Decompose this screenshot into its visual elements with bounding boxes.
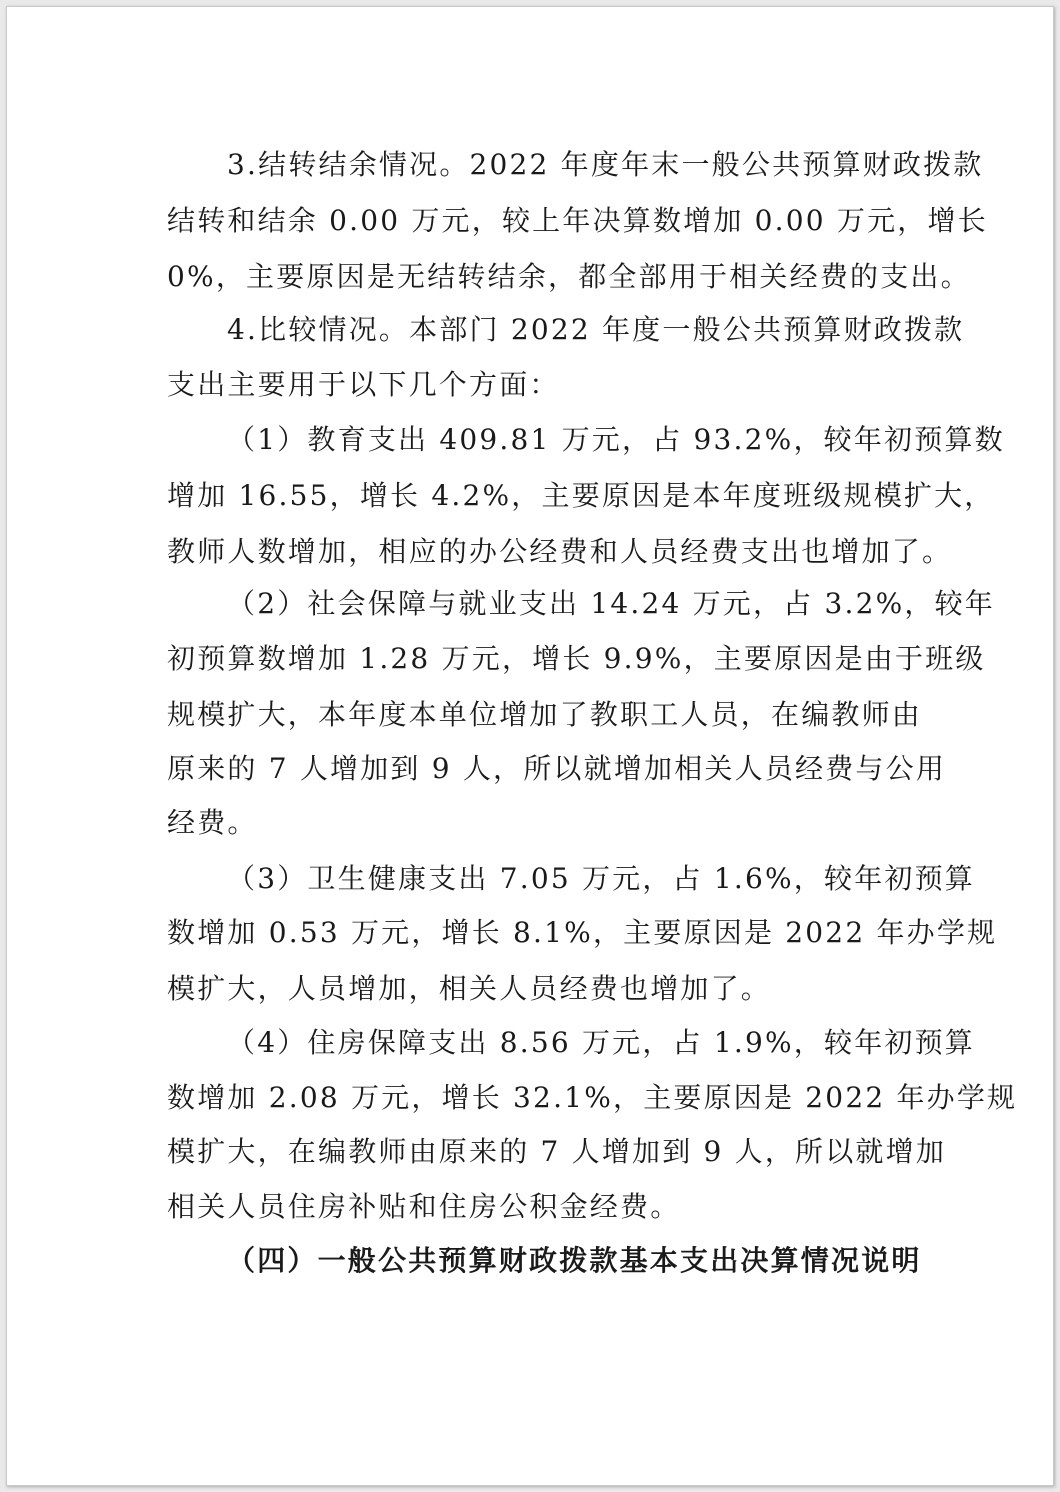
paragraph-line: 0%，主要原因是无结转结余，都全部用于相关经费的支出。 [167, 260, 971, 293]
paragraph-line: 3.结转结余情况。2022 年度年末一般公共预算财政拨款 [227, 148, 984, 181]
paragraph-line: 规模扩大，本年度本单位增加了教职工人员，在编教师由 [167, 698, 923, 731]
paragraph-line: 原来的 7 人增加到 9 人，所以就增加相关人员经费与公用 [167, 752, 947, 785]
paragraph-line: 经费。 [167, 806, 258, 839]
paragraph-line: 结转和结余 0.00 万元，较上年决算数增加 0.00 万元，增长 [167, 204, 988, 237]
paragraph-line: 支出主要用于以下几个方面： [167, 368, 560, 401]
paragraph-line: （4）住房保障支出 8.56 万元，占 1.9%，较年初预算 [227, 1026, 975, 1059]
paragraph-line: （3）卫生健康支出 7.05 万元，占 1.6%，较年初预算 [227, 862, 975, 895]
paragraph-line: 增加 16.55，增长 4.2%，主要原因是本年度班级规模扩大， [167, 479, 995, 512]
paragraph-line: （1）教育支出 409.81 万元，占 93.2%，较年初预算数 [227, 423, 1005, 456]
paragraph-line: 数增加 2.08 万元，增长 32.1%，主要原因是 2022 年办学规 [167, 1081, 1018, 1114]
paragraph-line: 4.比较情况。本部门 2022 年度一般公共预算财政拨款 [227, 313, 965, 346]
document-page [6, 6, 1054, 1486]
paragraph-line: 模扩大，在编教师由原来的 7 人增加到 9 人，所以就增加 [167, 1135, 947, 1168]
paragraph-line: （2）社会保障与就业支出 14.24 万元，占 3.2%，较年 [227, 587, 996, 620]
paragraph-line: 模扩大，人员增加，相关人员经费也增加了。 [167, 972, 772, 1005]
paragraph-line: 数增加 0.53 万元，增长 8.1%，主要原因是 2022 年办学规 [167, 916, 998, 949]
section-heading: （四）一般公共预算财政拨款基本支出决算情况说明 [227, 1244, 922, 1277]
paragraph-line: 相关人员住房补贴和住房公积金经费。 [167, 1190, 681, 1223]
paragraph-line: 教师人数增加，相应的办公经费和人员经费支出也增加了。 [167, 535, 953, 568]
paragraph-line: 初预算数增加 1.28 万元，增长 9.9%，主要原因是由于班级 [167, 642, 986, 675]
